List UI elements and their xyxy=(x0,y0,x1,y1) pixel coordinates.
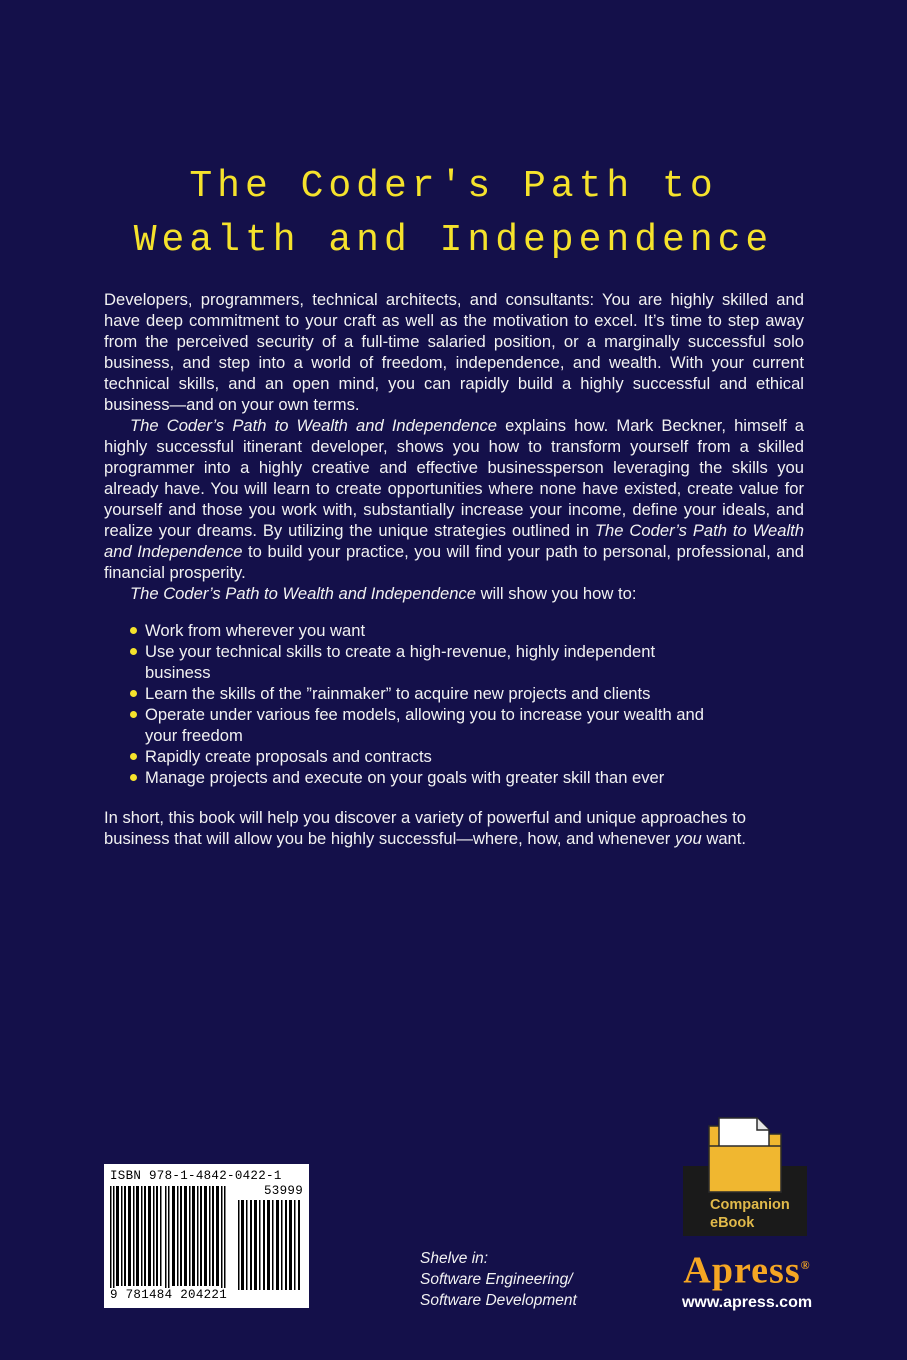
book-title-ref: The Coder’s Path to Wealth and Independence xyxy=(130,584,476,603)
list-item: Work from wherever you want xyxy=(130,620,720,641)
book-title-ref: The Coder’s Path to Wealth and Independence xyxy=(104,521,804,561)
title-line-2: Wealth and Independence xyxy=(133,219,774,262)
book-description xyxy=(104,289,804,849)
paragraph-text: In short, this book will help you discover a variety of powerful and unique approaches to business that will allow you be highly successful—where, how, and whenever xyxy=(104,808,746,848)
emphasis: you xyxy=(674,829,702,848)
companion-ebook-badge xyxy=(683,1116,807,1236)
barcode-addon-bars xyxy=(238,1200,302,1290)
paragraph-text: will show you how to: xyxy=(475,584,637,603)
companion-label xyxy=(710,1196,790,1232)
book-title xyxy=(0,160,907,268)
benefit-list xyxy=(104,620,720,788)
list-item: Use your technical skills to create a high-revenue, highly independent business xyxy=(130,641,720,683)
publisher-name: Apress xyxy=(683,1249,801,1292)
title-line-1: The Coder's Path to xyxy=(189,165,718,208)
book-title-ref: The Coder’s Path to Wealth and Independence xyxy=(130,416,498,435)
publisher-url: www.apress.com xyxy=(681,1293,813,1311)
shelve-category-2: Software Development xyxy=(420,1292,577,1309)
companion-line-2: eBook xyxy=(710,1215,755,1231)
shelving-info xyxy=(420,1248,577,1311)
isbn-barcode xyxy=(104,1164,309,1308)
isbn-number: ISBN 978-1-4842-0422-1 xyxy=(110,1169,282,1183)
list-item: Learn the skills of the ”rainmaker” to acquire new projects and clients xyxy=(130,683,720,704)
document-folder-icon xyxy=(705,1116,785,1194)
price-code: 53999 xyxy=(263,1184,303,1198)
ean-number: 9 781484 204221 xyxy=(110,1288,228,1302)
shelve-category-1: Software Engineering/ xyxy=(420,1271,573,1288)
paragraph-text: to build your practice, you will find your path to personal, professional, and financial prosperity. xyxy=(104,542,804,582)
paragraph-text: want. xyxy=(701,829,746,848)
shelve-label: Shelve in: xyxy=(420,1250,489,1267)
description-paragraph-3 xyxy=(104,583,804,604)
publisher xyxy=(672,1244,822,1312)
closing-paragraph xyxy=(104,807,804,849)
registered-mark: ® xyxy=(800,1258,811,1272)
list-item: Operate under various fee models, allowing you to increase your wealth and your freedom xyxy=(130,704,720,746)
list-item: Rapidly create proposals and contracts xyxy=(130,746,720,767)
apress-logo xyxy=(672,1244,822,1292)
barcode-main-bars xyxy=(110,1186,230,1292)
description-paragraph-1: Developers, programmers, technical architects, and consultants: You are highly skilled and have deep commitment to your craft as well as the motivation to excel. It’s time to step away from the perceived security of a full-time salaried position, or a marginally successful solo business, and step into a world of freedom, independence, and wealth. With your current technical skills, and an open mind, you can rapidly build a highly successful and ethical business—and on your own terms. xyxy=(104,290,804,414)
list-item: Manage projects and execute on your goals with greater skill than ever xyxy=(130,767,720,788)
companion-line-1: Companion xyxy=(710,1197,790,1213)
description-paragraph-2 xyxy=(104,415,804,583)
paragraph-text: explains how. Mark Beckner, himself a highly successful itinerant developer, shows you how to transform yourself from a skilled programmer into a highly creative and effective businessperson leveraging the skills you already have. You will learn to create opportunities where none have existed, create value for yourself and those you work with, substantially increase your income, define your ideals, and realize your dreams. By utilizing the unique strategies outlined in xyxy=(104,416,804,540)
